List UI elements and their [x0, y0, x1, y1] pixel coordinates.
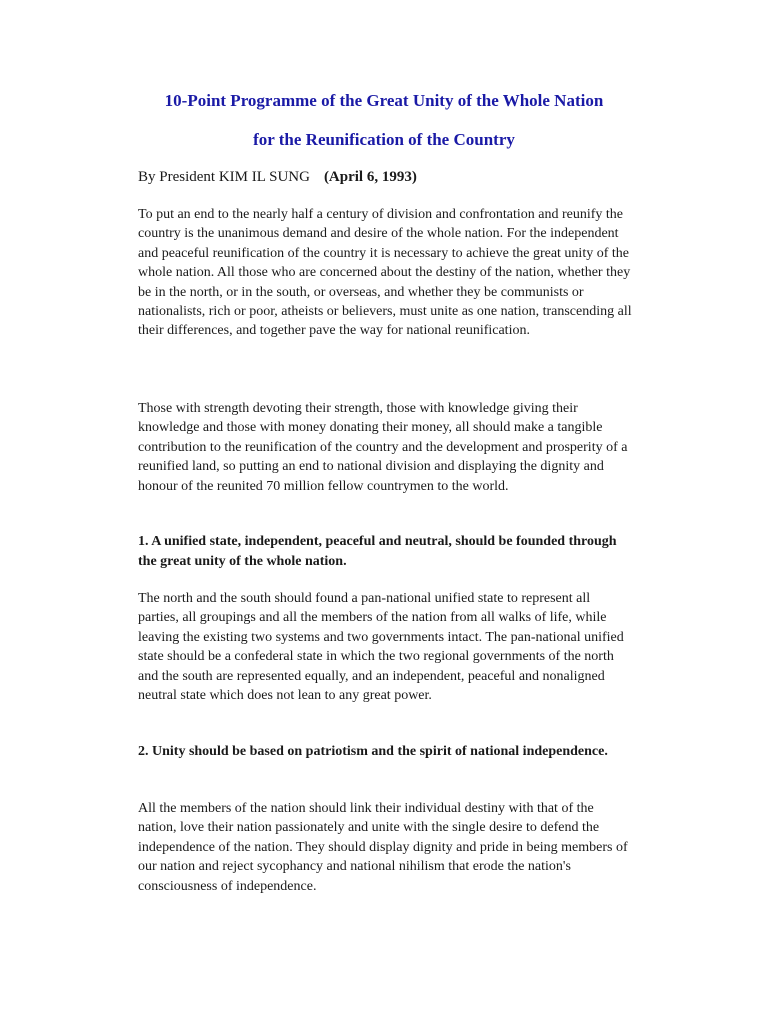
byline-date: (April 6, 1993): [323, 169, 417, 185]
byline: [138, 167, 417, 187]
intro-paragraph-2: Those with strength devoting their strength, those with knowledge giving their knowledge and those with money donating their money, all should make a tangible contribution to the reunification of the country and the development and prosperity of a reunified land, so putting an end to national division and displaying the dignity and honour of the reunited 70 million fellow countrymen to the world.: [138, 401, 628, 494]
document-title-line-2: for the Reunification of the Country: [253, 130, 515, 149]
point-2-heading: 2. Unity should be based on patriotism and the spirit of national independence.: [138, 744, 608, 759]
point-2-body: All the members of the nation should link their individual destiny with that of the nation, love their nation passionately and unite with the single desire to defend the independence of the nation. They should display dignity and pride in being members of our nation and reject sycophancy and national nihilism that erode the nation's consciousness of independence.: [138, 801, 628, 894]
byline-author: By President KIM IL SUNG: [138, 169, 310, 185]
point-1-heading: 1. A unified state, independent, peaceful and neutral, should be founded through the great unity of the whole nation.: [138, 534, 617, 569]
intro-paragraph-1: To put an end to the nearly half a century of division and confrontation and reunify the country is the unanimous demand and desire of the whole nation. For the independent and peaceful reunification of the country it is necessary to achieve the great unity of the whole nation. All those who are concerned about the destiny of the nation, whether they be in the north, or in the south, or overseas, and whether they be communists or nationalists, rich or poor, atheists or believers, must unite as one nation, transcending all their differences, and together pave the way for national reunification.: [138, 207, 632, 339]
point-1-body: The north and the south should found a pan-national unified state to represent all parties, all groupings and all the members of the nation from all walks of life, while leaving the existing two systems and two governments intact. The pan-national unified state should be a confederal state in which the two regional governments of the north and the south are represented equally, and an independent, peaceful and nonaligned neutral state which does not lean to any great power.: [138, 591, 624, 704]
document-title-line-1: 10-Point Programme of the Great Unity of the Whole Nation: [164, 91, 604, 110]
